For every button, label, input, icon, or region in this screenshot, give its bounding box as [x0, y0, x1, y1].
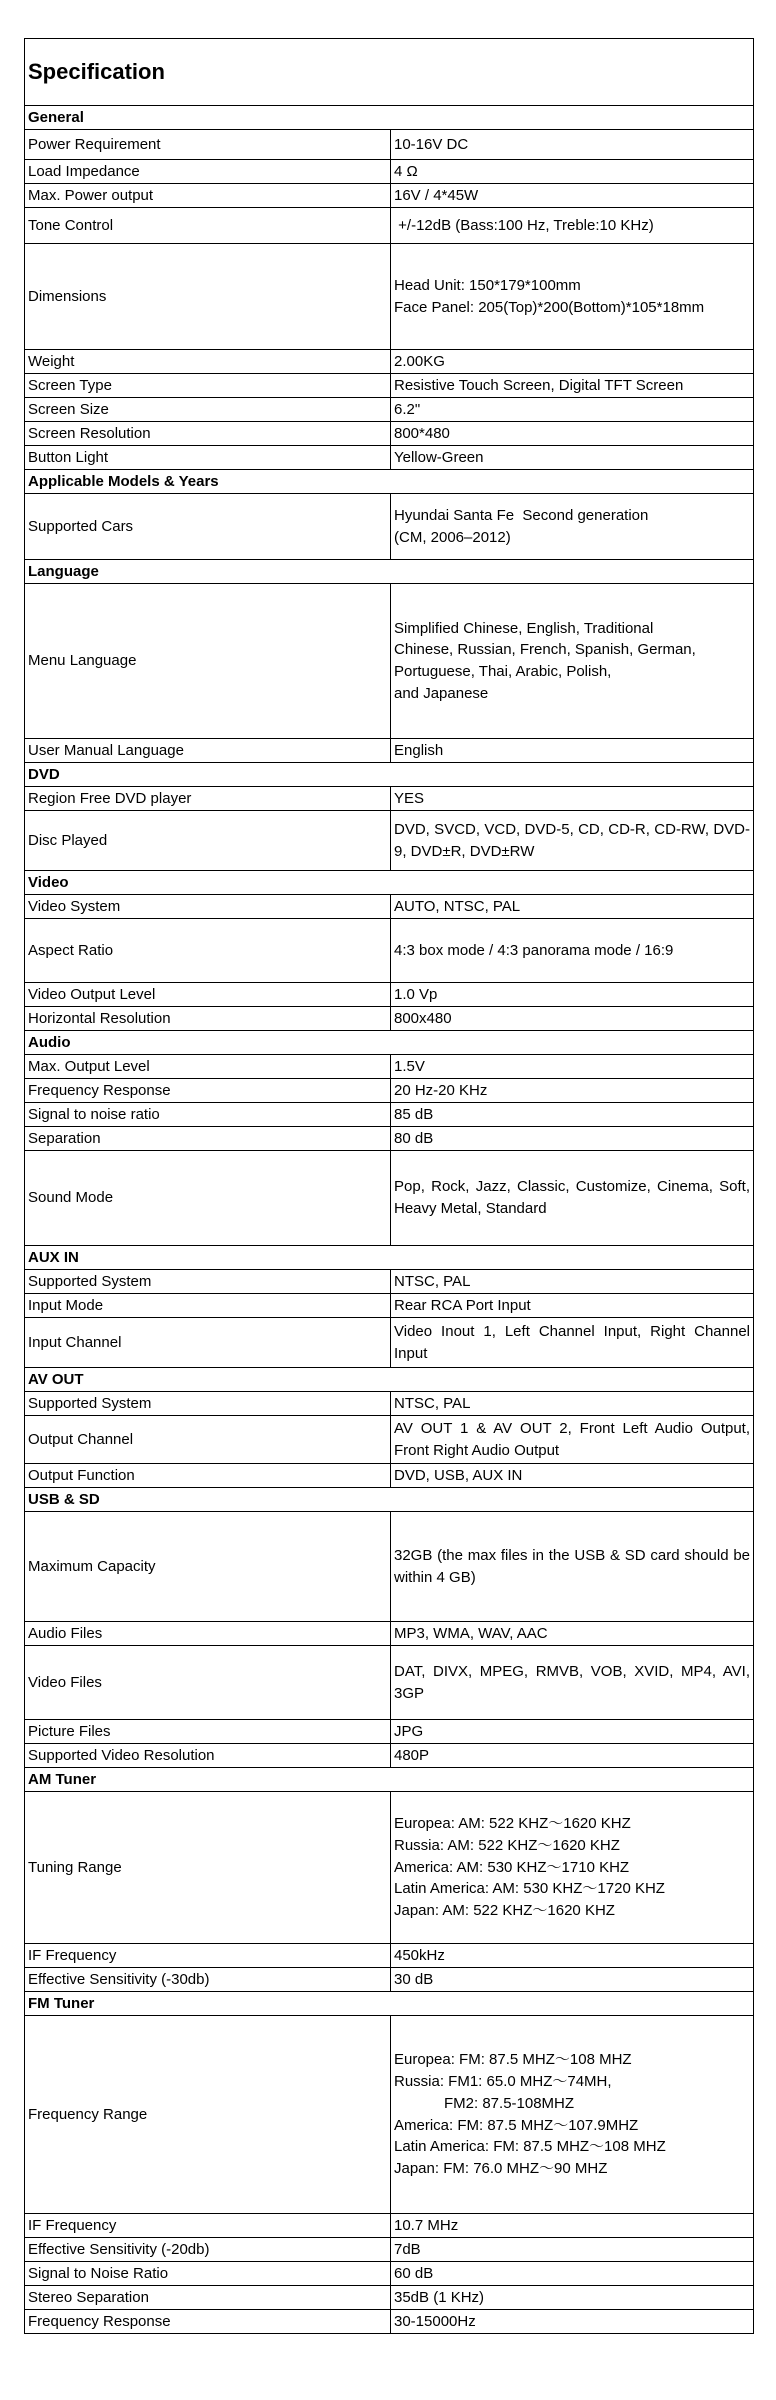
spec-row	[25, 374, 754, 398]
spec-row	[25, 895, 754, 919]
spec-row	[25, 1622, 754, 1646]
spec-row	[25, 1055, 754, 1079]
spec-row	[25, 1416, 754, 1464]
spec-row	[25, 2310, 754, 2334]
spec-value-line: 85 dB	[394, 1105, 434, 1123]
spec-value-line: and Japanese	[394, 684, 489, 702]
spec-label: IF Frequency	[25, 1944, 391, 1968]
spec-value-line: 2.00KG	[394, 352, 445, 370]
spec-label: Supported Cars	[25, 494, 391, 560]
spec-label: Menu Language	[25, 584, 391, 739]
spec-value-line: MP3, WMA, WAV, AAC	[394, 1624, 548, 1642]
spec-value	[391, 160, 754, 184]
spec-value	[391, 983, 754, 1007]
spec-value	[391, 584, 754, 739]
section-row	[25, 871, 754, 895]
section-row	[25, 763, 754, 787]
spec-label: Video Output Level	[25, 983, 391, 1007]
spec-row	[25, 1294, 754, 1318]
spec-row	[25, 184, 754, 208]
spec-value-line: Yellow-Green	[394, 448, 484, 466]
spec-value-line: DVD, USB, AUX IN	[394, 1466, 523, 1484]
spec-value	[391, 1079, 754, 1103]
spec-row	[25, 2262, 754, 2286]
spec-value-line: 6.2"	[394, 400, 421, 418]
spec-value-line: America: FM: 87.5 MHZ～107.9MHZ	[394, 2116, 639, 2134]
spec-value	[391, 1270, 754, 1294]
spec-value	[391, 1055, 754, 1079]
spec-value-line: Portuguese, Thai, Arabic, Polish,	[394, 663, 612, 680]
spec-value-line: Latin America: FM: 87.5 MHZ～108 MHZ	[394, 2138, 666, 2156]
spec-row	[25, 811, 754, 871]
spec-value	[391, 208, 754, 244]
spec-value-line: Chinese, Russian, French, Spanish, German,	[394, 641, 696, 659]
page-title: Specification	[25, 39, 754, 106]
spec-value-line: 800x480	[394, 1009, 452, 1027]
spec-value-line: 60 dB	[394, 2264, 434, 2282]
spec-row	[25, 160, 754, 184]
spec-value-line: AV OUT 1 & AV OUT 2, Front Left Audio Output, Front Right Audio Output	[394, 1419, 751, 1459]
spec-row	[25, 1744, 754, 1768]
spec-value	[391, 811, 754, 871]
spec-value	[391, 919, 754, 983]
section-row	[25, 1246, 754, 1270]
spec-value-line: 10-16V DC	[394, 135, 469, 153]
spec-value-line: JPG	[394, 1722, 424, 1740]
spec-label: Frequency Range	[25, 2016, 391, 2214]
spec-label: Picture Files	[25, 1720, 391, 1744]
spec-value	[391, 2286, 754, 2310]
spec-label: Video System	[25, 895, 391, 919]
spec-value	[391, 1294, 754, 1318]
spec-row	[25, 1792, 754, 1944]
spec-row	[25, 1270, 754, 1294]
spec-value-line: 450kHz	[394, 1946, 445, 1964]
spec-value	[391, 1416, 754, 1464]
spec-label: Sound Mode	[25, 1151, 391, 1246]
spec-value-line: Hyundai Santa Fe Second generation	[394, 506, 649, 524]
section-row	[25, 1368, 754, 1392]
spec-label: Video Files	[25, 1646, 391, 1720]
spec-value	[391, 1127, 754, 1151]
section-heading: AV OUT	[25, 1368, 754, 1392]
spec-value-line: Japan: FM: 76.0 MHZ～90 MHZ	[394, 2160, 608, 2177]
spec-value-line: Simplified Chinese, English, Traditional	[394, 619, 654, 637]
spec-label: Supported Video Resolution	[25, 1744, 391, 1768]
spec-row	[25, 1512, 754, 1622]
spec-label: Dimensions	[25, 244, 391, 350]
spec-label: Effective Sensitivity (-30db)	[25, 1968, 391, 1992]
spec-value	[391, 2214, 754, 2238]
spec-row	[25, 983, 754, 1007]
spec-value-line: 480P	[394, 1746, 430, 1764]
specification-table	[24, 38, 754, 2334]
spec-value	[391, 374, 754, 398]
section-row	[25, 560, 754, 584]
spec-label: Supported System	[25, 1270, 391, 1294]
spec-row	[25, 1392, 754, 1416]
spec-value-line: 4 Ω	[394, 162, 418, 180]
spec-value	[391, 2262, 754, 2286]
spec-value	[391, 350, 754, 374]
spec-value	[391, 1151, 754, 1246]
spec-value	[391, 422, 754, 446]
spec-value-line: +/-12dB (Bass:100 Hz, Treble:10 KHz)	[394, 216, 654, 234]
spec-value-line: 1.0 Vp	[394, 985, 438, 1003]
spec-value-line: 20 Hz-20 KHz	[394, 1081, 488, 1099]
spec-value-line: Russia: AM: 522 KHZ～1620 KHZ	[394, 1836, 620, 1854]
spec-row	[25, 1646, 754, 1720]
spec-row	[25, 1007, 754, 1031]
spec-value-line: Video Inout 1, Left Channel Input, Right Channel Input	[394, 1322, 751, 1362]
spec-label: Screen Resolution	[25, 422, 391, 446]
section-row	[25, 1488, 754, 1512]
spec-value	[391, 1512, 754, 1622]
spec-value-line: Europea: AM: 522 KHZ～1620 KHZ	[394, 1815, 631, 1833]
spec-value-line: 80 dB	[394, 1129, 434, 1147]
spec-value-line: NTSC, PAL	[394, 1272, 471, 1290]
spec-value-line: AUTO, NTSC, PAL	[394, 897, 521, 915]
spec-value	[391, 2310, 754, 2334]
spec-value	[391, 2238, 754, 2262]
spec-row	[25, 1464, 754, 1488]
spec-row	[25, 919, 754, 983]
spec-value-line: Russia: FM1: 65.0 MHZ～74MH,	[394, 2073, 612, 2090]
spec-row	[25, 1318, 754, 1368]
spec-row	[25, 1944, 754, 1968]
spec-value-line: DAT, DIVX, MPEG, RMVB, VOB, XVID, MP4, AVI, 3GP	[394, 1662, 751, 1702]
spec-label: Screen Type	[25, 374, 391, 398]
spec-value-line: 7dB	[394, 2240, 421, 2258]
spec-value-line: Japan: AM: 522 KHZ～1620 KHZ	[394, 1902, 615, 1920]
section-heading: USB & SD	[25, 1488, 754, 1512]
spec-row	[25, 1151, 754, 1246]
section-row	[25, 1768, 754, 1792]
spec-value-line: 32GB (the max files in the USB & SD card should be within 4 GB)	[394, 1546, 751, 1586]
spec-row	[25, 208, 754, 244]
spec-row	[25, 398, 754, 422]
spec-value-line: 800*480	[394, 424, 450, 442]
section-heading: AM Tuner	[25, 1768, 754, 1792]
spec-value	[391, 244, 754, 350]
spec-value-line: Latin America: AM: 530 KHZ～1720 KHZ	[394, 1880, 665, 1898]
spec-row	[25, 787, 754, 811]
spec-value-line: (CM, 2006–2012)	[394, 528, 511, 546]
spec-label: Max. Power output	[25, 184, 391, 208]
spec-value	[391, 1318, 754, 1368]
spec-value	[391, 446, 754, 470]
spec-label: Aspect Ratio	[25, 919, 391, 983]
spec-label: IF Frequency	[25, 2214, 391, 2238]
section-row	[25, 1992, 754, 2016]
spec-value	[391, 1464, 754, 1488]
section-heading: AUX IN	[25, 1246, 754, 1270]
spec-value	[391, 1720, 754, 1744]
spec-value-line: 10.7 MHz	[394, 2216, 459, 2234]
section-heading: General	[25, 106, 754, 130]
spec-label: Stereo Separation	[25, 2286, 391, 2310]
spec-value-line: 1.5V	[394, 1057, 425, 1075]
spec-row	[25, 1720, 754, 1744]
spec-value-line: English	[394, 741, 444, 759]
spec-value	[391, 1622, 754, 1646]
section-row	[25, 1031, 754, 1055]
spec-value	[391, 739, 754, 763]
spec-value-line: America: AM: 530 KHZ～1710 KHZ	[394, 1858, 630, 1876]
spec-row	[25, 2286, 754, 2310]
spec-row	[25, 584, 754, 739]
spec-value-line: DVD, SVCD, VCD, DVD-5, CD, CD-R, CD-RW, DVD-9, DVD±R, DVD±RW	[394, 820, 751, 860]
spec-value-line: 30 dB	[394, 1970, 434, 1988]
spec-label: Supported System	[25, 1392, 391, 1416]
spec-value	[391, 1392, 754, 1416]
spec-value-line: YES	[394, 789, 425, 807]
spec-label: Signal to noise ratio	[25, 1103, 391, 1127]
spec-value	[391, 1103, 754, 1127]
spec-value	[391, 895, 754, 919]
section-heading: Language	[25, 560, 754, 584]
spec-value-line: Head Unit: 150*179*100mm	[394, 276, 581, 294]
spec-label: Horizontal Resolution	[25, 1007, 391, 1031]
spec-value	[391, 787, 754, 811]
spec-row	[25, 1127, 754, 1151]
spec-value-line: 35dB (1 KHz)	[394, 2288, 485, 2306]
spec-value	[391, 398, 754, 422]
spec-label: Weight	[25, 350, 391, 374]
spec-value-line: Rear RCA Port Input	[394, 1296, 531, 1314]
spec-value-line: Pop, Rock, Jazz, Classic, Customize, Cinema, Soft, Heavy Metal, Standard	[394, 1178, 751, 1217]
section-heading: FM Tuner	[25, 1992, 754, 2016]
spec-label: Max. Output Level	[25, 1055, 391, 1079]
spec-label: Audio Files	[25, 1622, 391, 1646]
spec-value-line: NTSC, PAL	[394, 1394, 471, 1412]
spec-label: Frequency Response	[25, 1079, 391, 1103]
spec-value	[391, 1007, 754, 1031]
section-row	[25, 106, 754, 130]
spec-row	[25, 1968, 754, 1992]
spec-row	[25, 494, 754, 560]
spec-row	[25, 350, 754, 374]
spec-value-line: FM2: 87.5-108MHZ	[394, 2094, 575, 2112]
spec-value-line: Resistive Touch Screen, Digital TFT Screen	[394, 376, 684, 394]
title-row	[25, 39, 754, 106]
spec-label: Output Function	[25, 1464, 391, 1488]
section-row	[25, 470, 754, 494]
spec-row	[25, 1079, 754, 1103]
spec-label: Input Mode	[25, 1294, 391, 1318]
spec-label: Tuning Range	[25, 1792, 391, 1944]
spec-label: Screen Size	[25, 398, 391, 422]
spec-row	[25, 422, 754, 446]
spec-label: Power Requirement	[25, 130, 391, 160]
spec-value	[391, 130, 754, 160]
spec-row	[25, 1103, 754, 1127]
section-heading: Applicable Models & Years	[25, 470, 754, 494]
spec-row	[25, 2238, 754, 2262]
spec-row	[25, 2214, 754, 2238]
spec-value	[391, 494, 754, 560]
spec-label: Signal to Noise Ratio	[25, 2262, 391, 2286]
section-heading: Video	[25, 871, 754, 895]
spec-label: Button Light	[25, 446, 391, 470]
spec-label: Frequency Response	[25, 2310, 391, 2334]
spec-value-line: Face Panel: 205(Top)*200(Bottom)*105*18mm	[394, 298, 705, 316]
section-heading: DVD	[25, 763, 754, 787]
spec-row	[25, 2016, 754, 2214]
spec-label: Load Impedance	[25, 160, 391, 184]
spec-value	[391, 1744, 754, 1768]
spec-label: Maximum Capacity	[25, 1512, 391, 1622]
spec-value	[391, 184, 754, 208]
spec-label: User Manual Language	[25, 739, 391, 763]
spec-label: Effective Sensitivity (-20db)	[25, 2238, 391, 2262]
spec-label: Input Channel	[25, 1318, 391, 1368]
spec-value	[391, 1792, 754, 1944]
spec-value-line: 30-15000Hz	[394, 2312, 476, 2330]
spec-row	[25, 739, 754, 763]
spec-label: Separation	[25, 1127, 391, 1151]
spec-label: Tone Control	[25, 208, 391, 244]
spec-value-line: Europea: FM: 87.5 MHZ～108 MHZ	[394, 2051, 632, 2069]
spec-row	[25, 446, 754, 470]
spec-value-line: 4:3 box mode / 4:3 panorama mode / 16:9	[394, 941, 674, 959]
spec-value-line: 16V / 4*45W	[394, 186, 479, 204]
spec-value	[391, 1968, 754, 1992]
spec-value	[391, 2016, 754, 2214]
spec-label: Region Free DVD player	[25, 787, 391, 811]
spec-value	[391, 1944, 754, 1968]
section-heading: Audio	[25, 1031, 754, 1055]
spec-label: Output Channel	[25, 1416, 391, 1464]
spec-row	[25, 130, 754, 160]
spec-row	[25, 244, 754, 350]
spec-label: Disc Played	[25, 811, 391, 871]
spec-value	[391, 1646, 754, 1720]
